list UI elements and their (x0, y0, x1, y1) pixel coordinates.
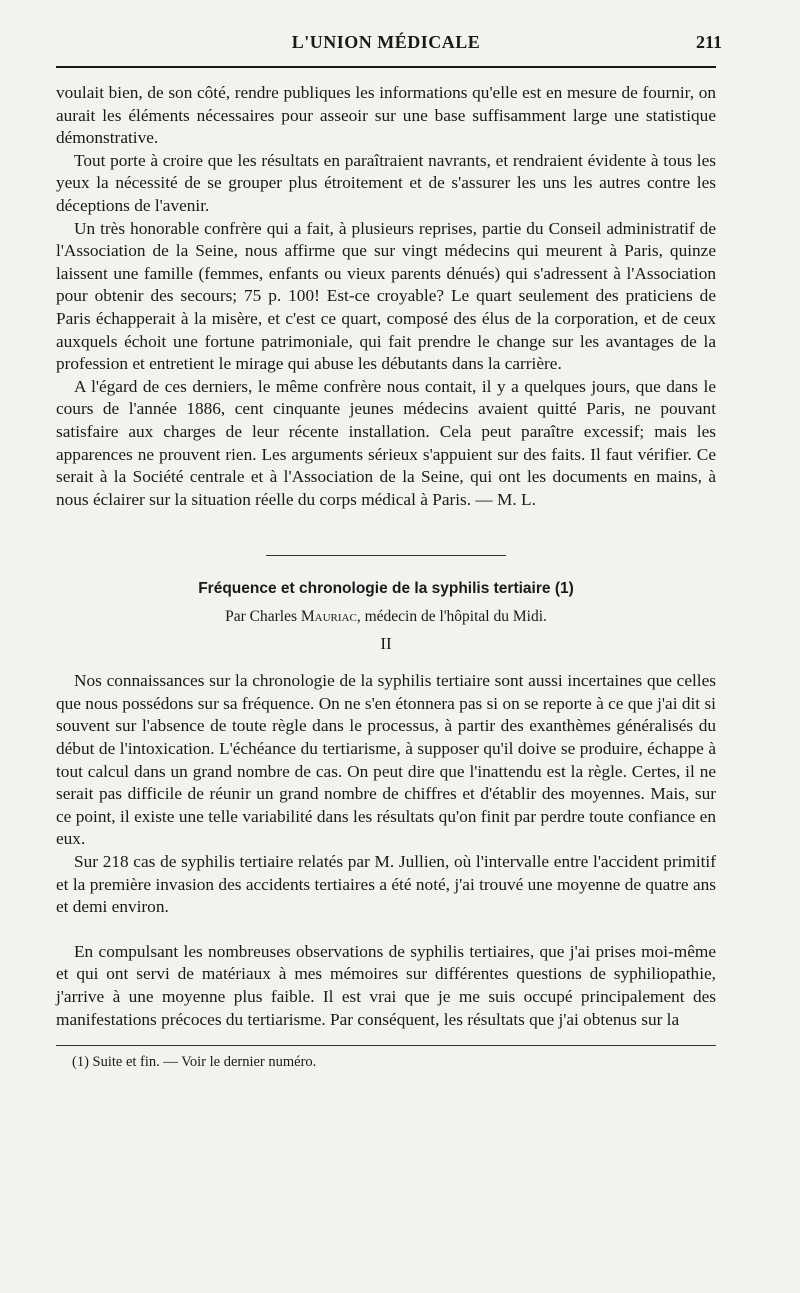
paragraph: A l'égard de ces derniers, le même confrère nous contait, il y a quelques jours, que dans le cours de l'année 1886, cent cinquante jeunes médecins avaient quitté Paris, ne pouvant satisfaire aux charges de leur récente installation. Cela peut paraître excessif; mais les apparences ne prouvent rien. Les arguments sérieux s'appuient sur des faits. Il faut vérifier. Ce serait à la Société centrale et à l'Association de la Seine, qui ont les documents en mains, à nous éclairer sur la situation réelle du corps médical à Paris. — M. L. (56, 376, 716, 509)
paragraph: Sur 218 cas de syphilis tertiaire relatés par M. Jullien, où l'intervalle entre l'accident primitif et la première invasion des accidents tertiaires a été noté, j'ai trouvé une moyenne de quatre ans et demi environ. (56, 852, 716, 917)
author-name: Mauriac (300, 608, 357, 626)
author-suffix: , médecin de l'hôpital du Midi. (356, 608, 547, 626)
footnote: (1) Suite et fin. — Voir le dernier numéro. (72, 1054, 317, 1071)
page-header (56, 28, 722, 60)
article-author (56, 608, 716, 626)
running-title: L'UNION MÉDICALE (291, 32, 481, 52)
article-title: Fréquence et chronologie de la syphilis tertiaire (1) (198, 580, 574, 598)
paragraph: Tout porte à croire que les résultats en paraîtraient navrants, et rendraient évidente à tous les yeux la nécessité de se grouper plus étroitement et de s'assurer les uns les autres contre les déceptions de l'avenir. (56, 150, 716, 215)
paragraph: Un très honorable confrère qui a fait, à plusieurs reprises, partie du Conseil administratif de l'Association de la Seine, nous affirme que sur vingt médecins qui meurent à Paris, quinze laissent une famille (femmes, enfants ou vieux parents dénués) qui s'adressent à l'Association pour obtenir des secours; 75 p. 100! Est-ce croyable? Le quart seulement des praticiens de Paris échapperait à la misère, et c'est ce quart, composé des élus de la corporation, et de ceux auxquels échoit une fortune patrimoniale, qui fait prendre le change sur les avantages de la profession et entretient le mirage qui abuse les débutants dans la carrière. (56, 218, 716, 374)
page-number: 211 (695, 32, 722, 52)
paragraph: En compulsant les nombreuses observations de syphilis tertiaires, que j'ai prises moi-même et qui ont servi de matériaux à mes mémoires sur différentes questions de syphiliopathie, j'arrive à une moyenne plus faible. Il est vrai que je me suis occupé principalement des manifestations précoces du tertiarisme. Par conséquent, les résultats que j'ai obtenus sur la (56, 941, 716, 1029)
footnote-rule (56, 1045, 716, 1046)
paragraph: Nos connaissances sur la chronologie de la syphilis tertiaire sont aussi incertaines que celles que nous possédons sur sa fréquence. On ne s'en étonnera pas si on se reporte à ce que j'ai dit si souvent sur l'absence de toute règle dans le processus, à partir des exanthèmes généralisés du début de l'intoxication. L'échéance du tertiarisme, à supposer qu'il doive se produire, échappe à tout calcul dans un grand nombre de cas. On peut dire que l'inattendu est la règle. Certes, il ne serait pas difficile de réunir un grand nombre de chiffres et d'établir des moyennes. Mais, sur ce point, il existe une telle variabilité dans les résultats qu'on finit par perdre toute confiance en eux. (56, 671, 716, 849)
paragraph-continued: voulait bien, de son côté, rendre publiques les informations qu'elle est en mesure de fournir, on aurait les éléments nécessaires pour asseoir sur une base suffisamment large une statistique démonstrative. (56, 83, 716, 148)
author-prefix: Par Charles (225, 608, 297, 626)
section-number: II (380, 634, 392, 654)
paragraph-gap (56, 919, 716, 941)
section-separator (266, 555, 506, 556)
document-page (56, 28, 722, 1071)
